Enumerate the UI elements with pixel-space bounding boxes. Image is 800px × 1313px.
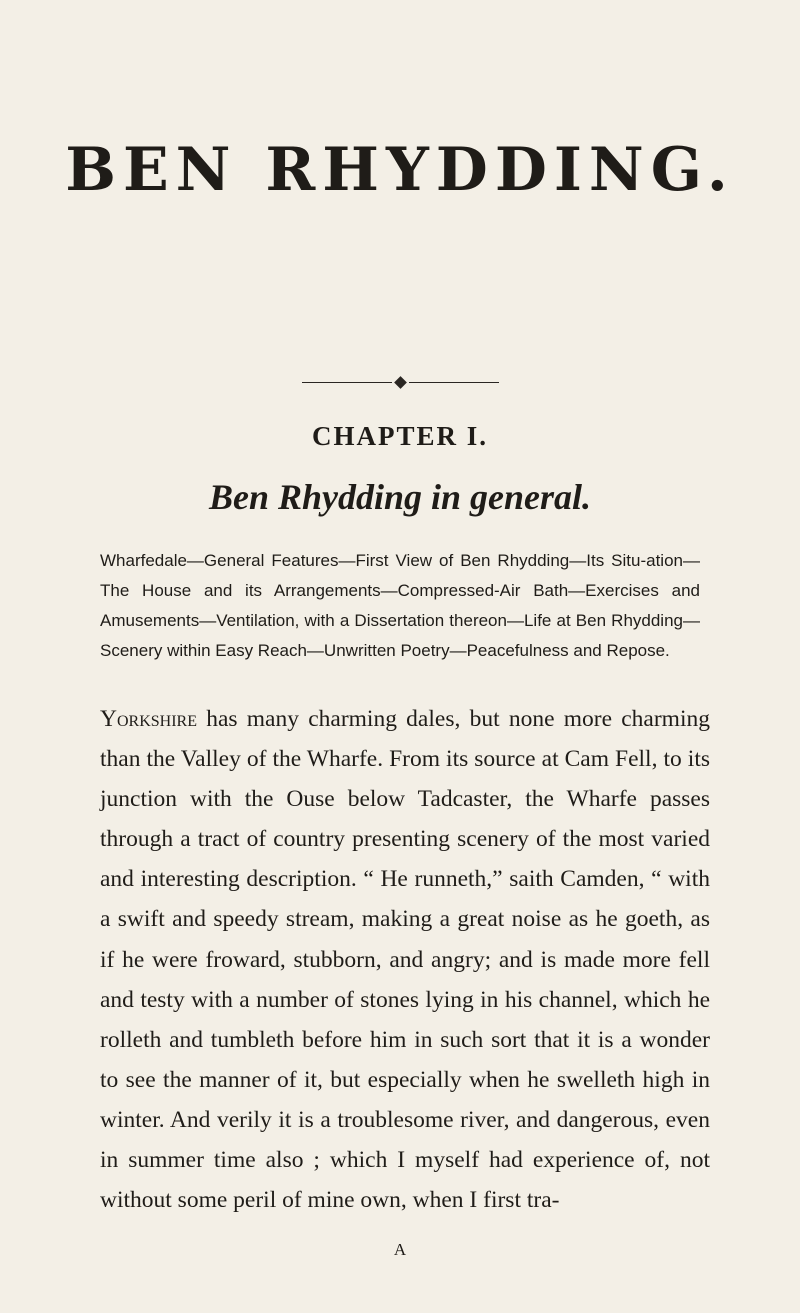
opening-word: Yorkshire [100, 706, 197, 732]
chapter-number: CHAPTER I. [311, 421, 488, 451]
ornamental-divider [0, 372, 800, 392]
paragraph-text: has many charming dales, but none more charming than the Valley of the Wharfe. From its source at Cam Fell, to its junction with the Ouse below Tadcaster, the Wharfe passes through a tract of country presenting scenery of the most varied and interesting description. “ He runneth,” saith Camden, “ with a swift and speedy stream, making a great noise as he goeth, as if he were froward, stubborn, and angry; and is made more fell and testy with a number of stones lying in his channel, which he rolleth and tumbleth before him in such sort that it is a wonder to see the manner of it, but especially when he swelleth high in winter. And verily it is a troublesome river, and dangerous, even in summer time also ; which I myself had experience of, not without some peril of mine own, when I first tra- [100, 706, 710, 1214]
signature-mark: A [393, 1240, 407, 1259]
book-title: BEN RHYDDING. [65, 135, 735, 205]
divider-rule-left [302, 382, 392, 383]
body-paragraph [100, 699, 710, 1220]
chapter-synopsis: Wharfedale—General Features—First View of Ben Rhydding—Its Situ-ation—The House and its Arrangements—Compressed-Air Bath—Exercises and Amusements—Ventilation, with a Dissertation thereon—Life at Ben Rhydding—Scenery within Easy Reach—Unwritten Poetry—Peacefulness and Repose. [100, 551, 700, 660]
chapter-title: Ben Rhydding in general. [208, 477, 592, 517]
diamond-ornament-icon [394, 376, 407, 389]
divider-rule-right [409, 382, 499, 383]
